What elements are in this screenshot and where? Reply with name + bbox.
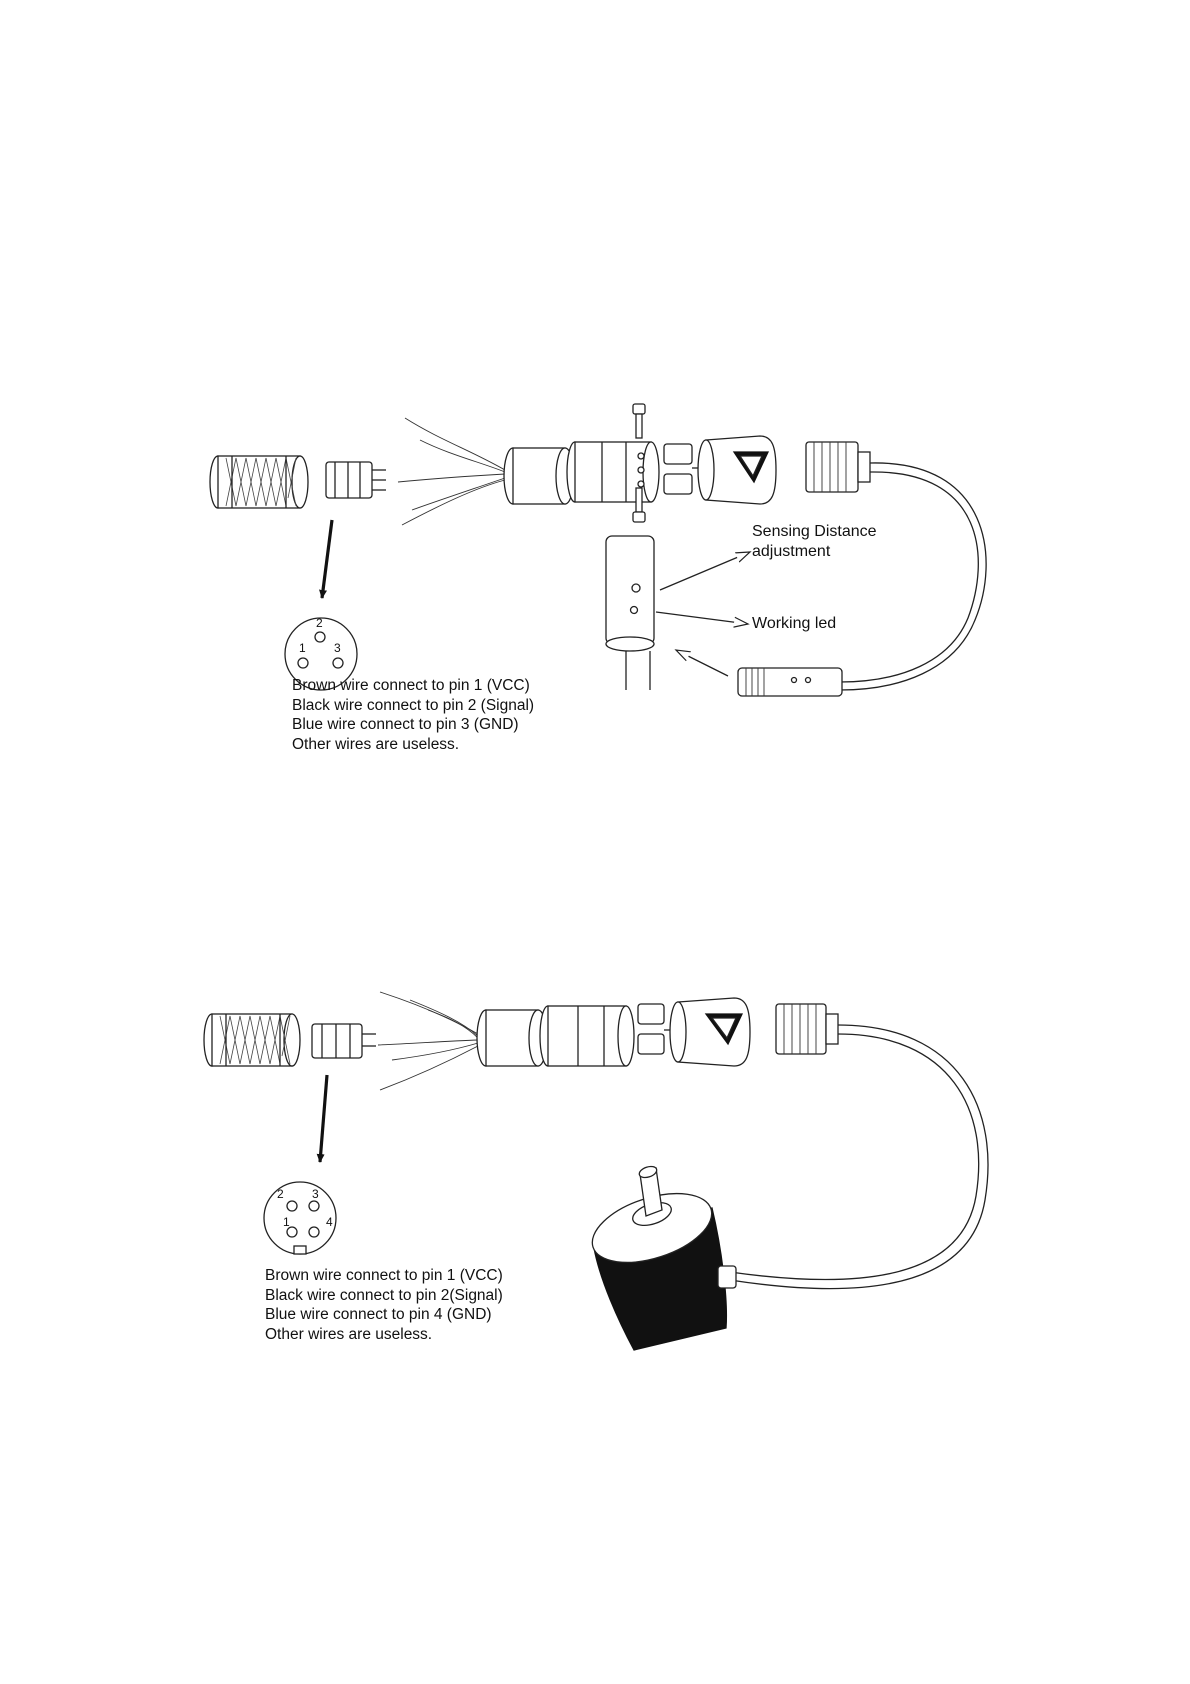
- plug-body: [698, 436, 776, 504]
- plug-body-2: [670, 998, 750, 1066]
- cable-gland-2: [776, 1004, 838, 1054]
- housing-sleeve-2: [477, 1006, 634, 1066]
- aviation-connector-nut: [210, 456, 308, 508]
- sensor-enlarged-view: [606, 536, 654, 690]
- pin-1-label: 1: [299, 641, 306, 655]
- instruction-line: Other wires are useless.: [292, 735, 460, 753]
- pin-2-label: 2: [316, 616, 323, 630]
- encoder-instructions: [265, 1266, 503, 1344]
- adjustment-screw-icon: [632, 584, 640, 592]
- pin-1-label-b: 1: [283, 1215, 290, 1229]
- rotary-encoder: [584, 1164, 736, 1350]
- instruction-line: Other wires are useless.: [265, 1325, 433, 1343]
- sensor-cable: [840, 463, 986, 690]
- instruction-line: Blue wire connect to pin 4 (GND): [265, 1306, 492, 1323]
- aviation-connector-nut-2: [204, 1014, 300, 1066]
- pin-4-label-b: 4: [326, 1215, 333, 1229]
- instruction-line: Brown wire connect to pin 1 (VCC): [265, 1267, 503, 1284]
- pin-2-label-b: 2: [277, 1187, 284, 1201]
- instruction-line: Black wire connect to pin 2(Signal): [265, 1286, 503, 1304]
- pin-insert: [326, 462, 386, 498]
- proximity-sensor-small: [738, 668, 842, 696]
- cable-gland: [806, 442, 870, 492]
- encoder-cable: [730, 1025, 988, 1289]
- sensing-callout-line2: adjustment: [752, 542, 831, 560]
- sensing-distance-callout: [752, 522, 877, 561]
- pin-3-label: 3: [334, 641, 341, 655]
- pin-3-label-b: 3: [312, 1187, 319, 1201]
- led-icon: [631, 607, 638, 614]
- sensing-callout-line1: Sensing Distance: [752, 523, 877, 540]
- instruction-line: Blue wire connect to pin 3 (GND): [292, 716, 519, 733]
- pin-face-4pin: [264, 1182, 336, 1254]
- working-led-callout: Working led: [752, 615, 837, 632]
- pin-insert-2: [312, 1024, 376, 1058]
- loose-wires: [398, 418, 505, 525]
- instruction-line: Brown wire connect to pin 1 (VCC): [292, 677, 530, 694]
- screw-top: [633, 404, 645, 438]
- instruction-line: Black wire connect to pin 2 (Signal): [292, 696, 535, 714]
- loose-wires-2: [378, 992, 478, 1090]
- proximity-instructions: [292, 676, 534, 754]
